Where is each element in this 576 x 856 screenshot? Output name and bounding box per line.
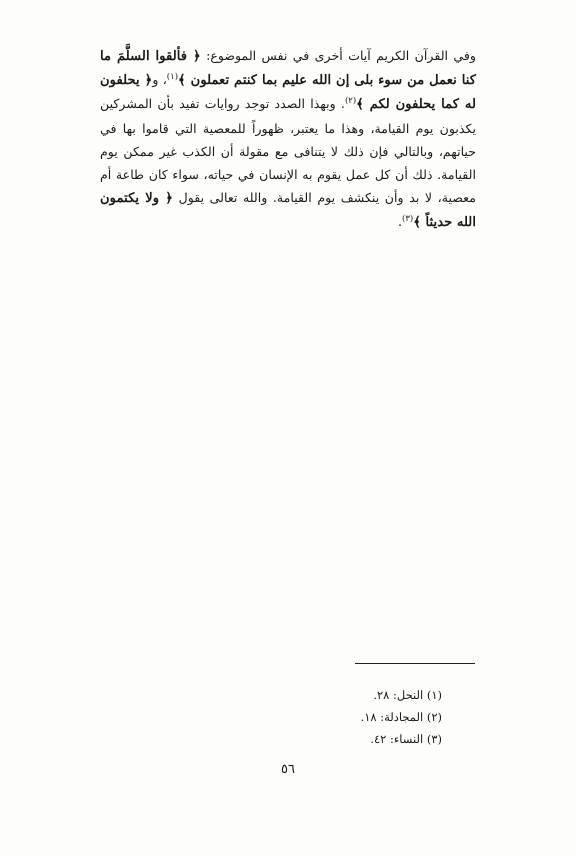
footnote-ref-2: (٢) [344, 96, 357, 107]
footnote-1: (١) النحل: ٢٨. [373, 688, 442, 702]
footnote-divider [355, 663, 475, 664]
paragraph-text [100, 44, 476, 235]
text-segment-2: ، و [152, 72, 167, 88]
text-segment-4: . [397, 214, 402, 230]
text-segment-3: . وبهذا الصدد توجد روايات تفيد بأن المشركين يكذبون يوم القيامة، وهذا ما يعتبر، ظهوراً للمعصية التي قاموا بها في حياتهم، وبالتالي فإن ذلك لا يتنافى مع مقولة أن الكذب غير ممكن يوم القيامة. ذلك أن كل عمل يقوم به الإنسان في حياته، سواء كان طاعة أم معصية، لا بد وأن ينكشف يوم القيامة. والله تعالى يقول [100, 96, 477, 206]
page-number: ٥٦ [281, 762, 295, 777]
quran-verse-1: ﴿ فألقوا السلَّمَ ما كنا نعمل من سوء بلى إن الله عليم بما كنتم تعملون ﴾ [100, 49, 476, 89]
footnote-ref-1: (١) [166, 72, 179, 83]
footnote-3: (٣) النساء: ٤٢. [370, 732, 442, 746]
quran-verse-3: ﴿ ولا يكتمون الله حديثاً ﴾ [100, 191, 476, 231]
quran-verse-2: ﴿ يحلفون له كما يحلفون لكم ﴾ [100, 73, 476, 113]
footnote-2: (٢) المجادلة: ١٨. [360, 710, 442, 724]
footnote-ref-3: (٣) [401, 214, 414, 225]
footnotes-list [300, 684, 442, 750]
text-segment-1: وفي القرآن الكريم آيات أخرى في نفس الموضوع: [200, 48, 476, 63]
main-paragraph [100, 44, 476, 235]
